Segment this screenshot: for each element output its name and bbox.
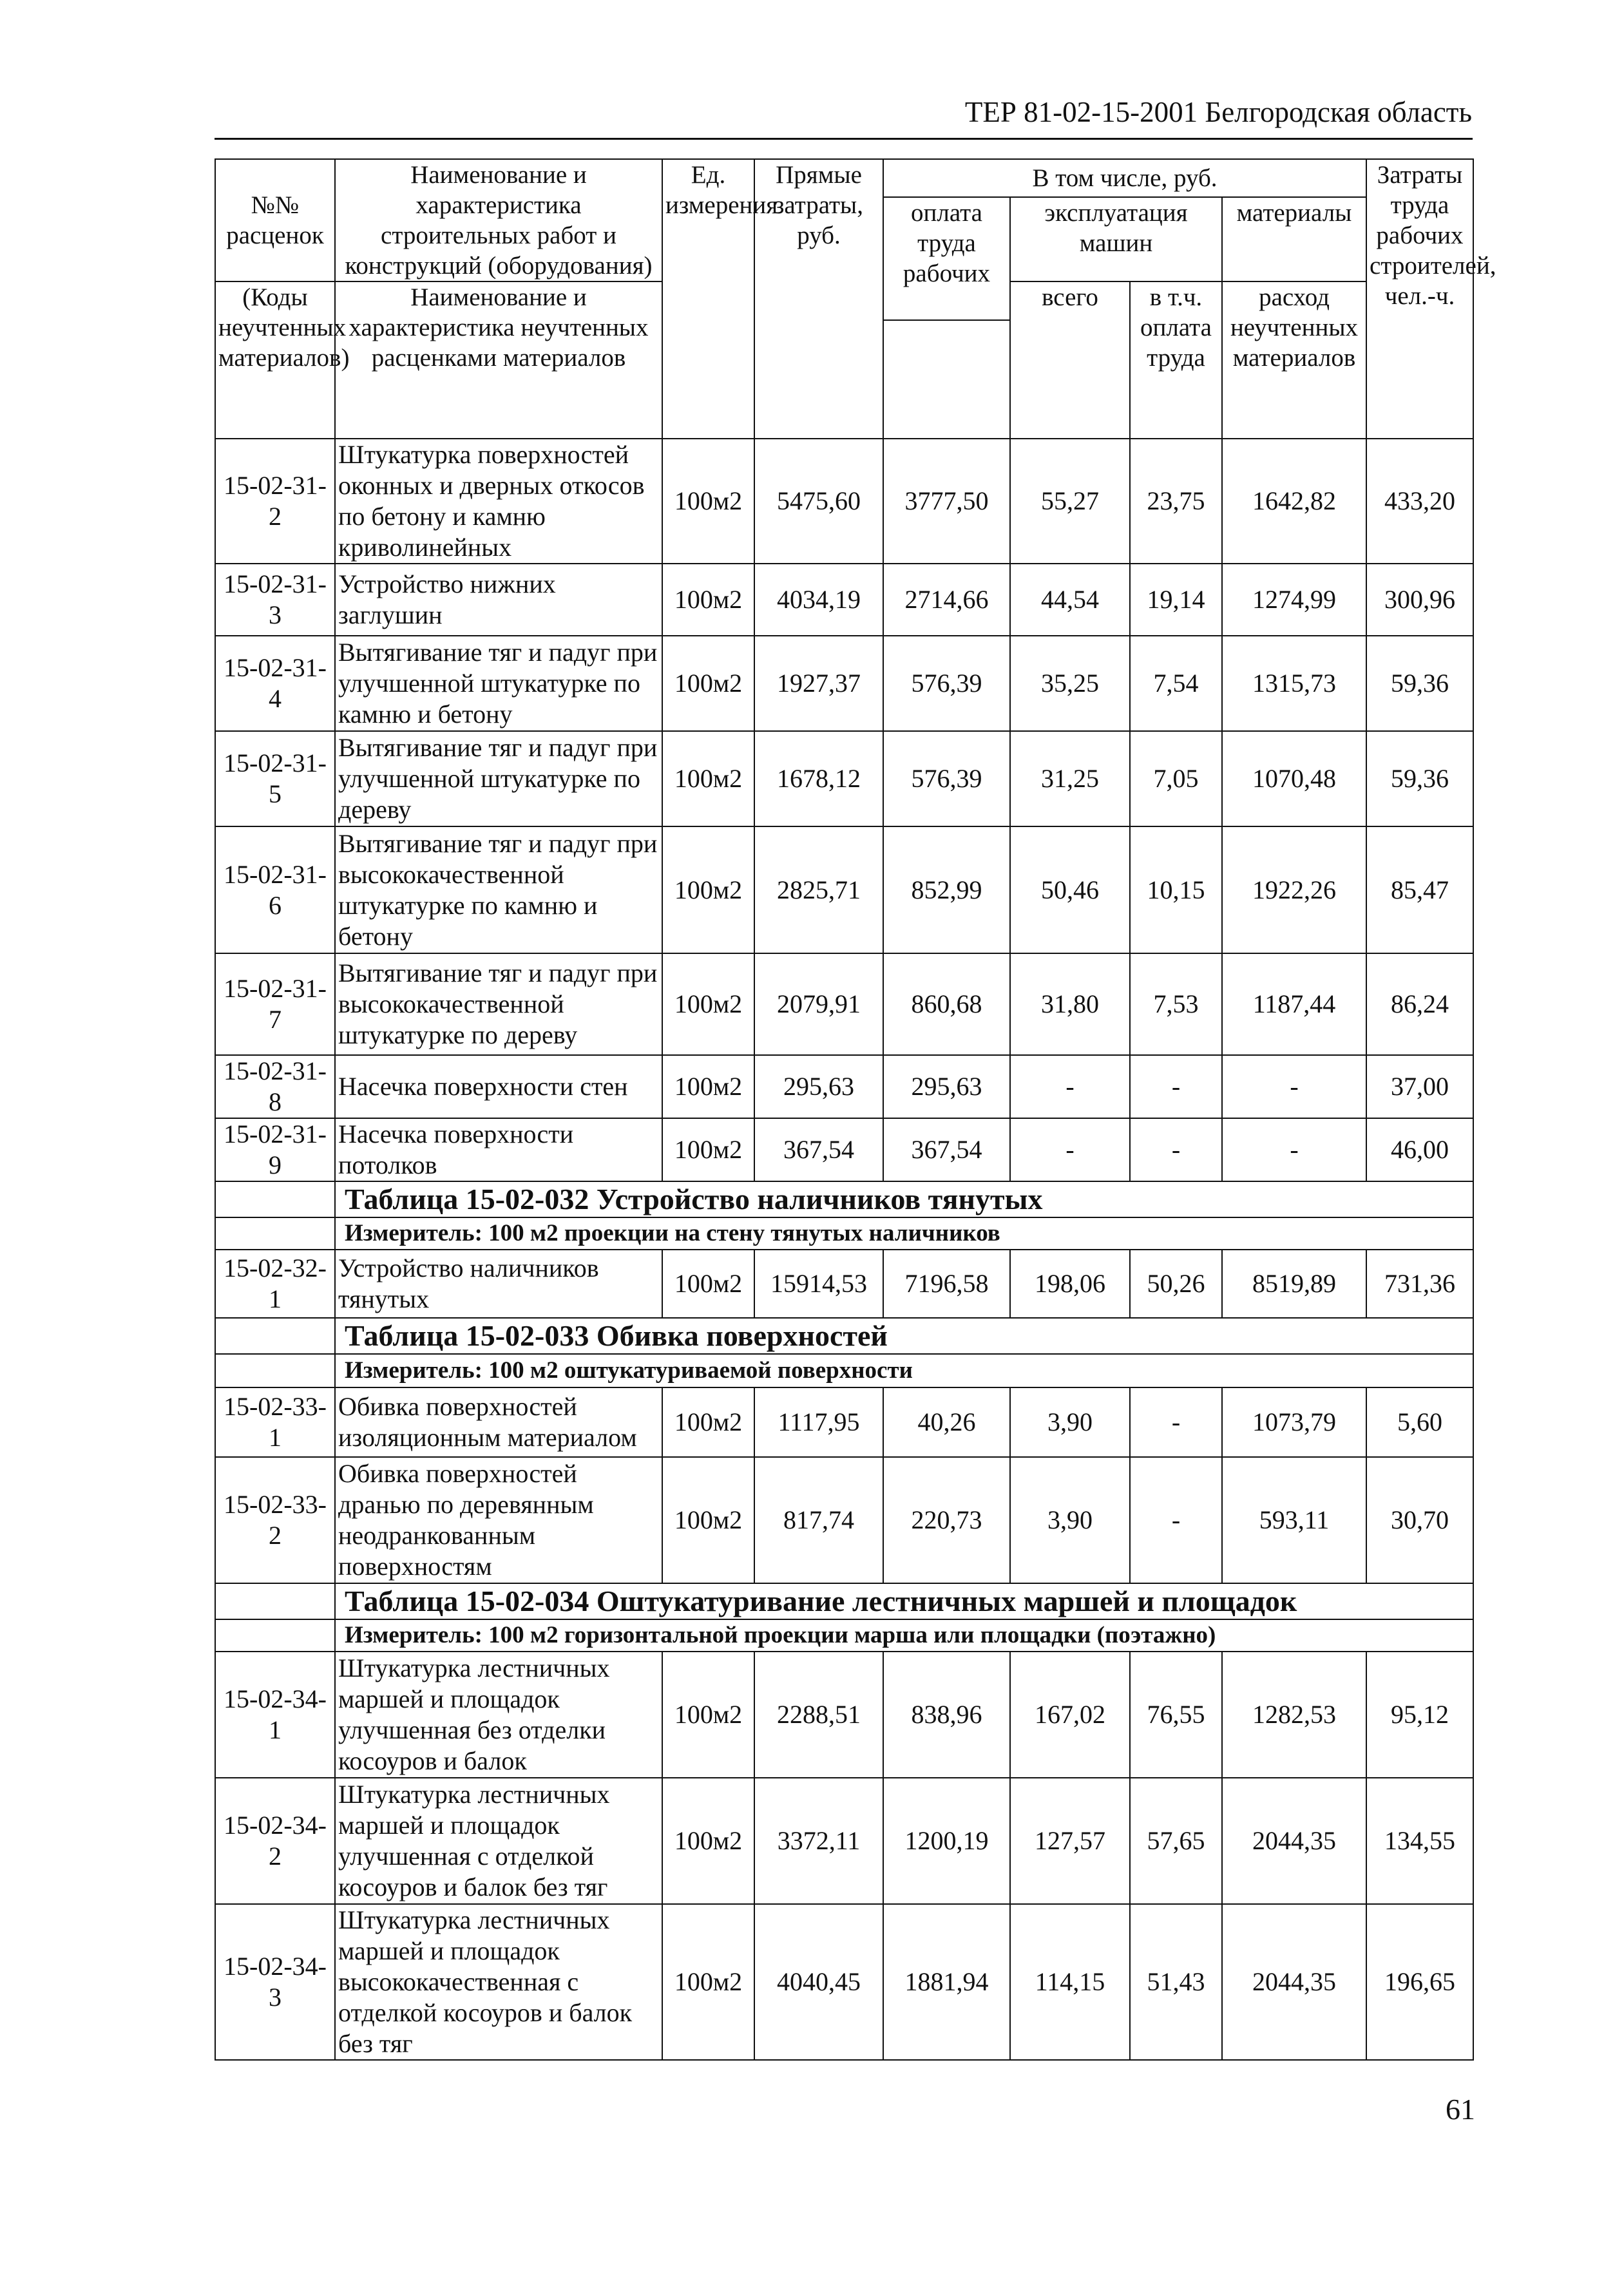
labor-pay-cell: 860,68 [883,953,1010,1055]
labor-pay-cell: 1200,19 [883,1778,1010,1904]
machines-labor-cell: 76,55 [1130,1652,1222,1778]
machines-total-cell: 55,27 [1010,439,1130,564]
table-row [215,1652,1473,1778]
machines-labor-cell: 7,05 [1130,731,1222,826]
table-row [215,1457,1473,1583]
machines-labor-cell: 51,43 [1130,1904,1222,2060]
labor-costs-cell: 30,70 [1366,1457,1473,1583]
direct-costs-cell: 4040,45 [754,1904,883,2060]
materials-cell: 8519,89 [1222,1250,1366,1318]
work-name: Вытягивание тяг и падуг при улучшенной штукатурке по камню и бетону [335,636,662,731]
unit-cell: 100м2 [662,1778,754,1904]
direct-costs-cell: 2079,91 [754,953,883,1055]
direct-costs-cell: 295,63 [754,1055,883,1118]
header-machines-total: всего [1010,281,1130,439]
unit-cell: 100м2 [662,1457,754,1583]
materials-cell: 1922,26 [1222,826,1366,953]
materials-cell: 1187,44 [1222,953,1366,1055]
machines-labor-cell: 57,65 [1130,1778,1222,1904]
work-name: Штукатурка лестничных маршей и площадок улучшенная с отделкой косоуров и балок без тяг [335,1778,662,1904]
work-name: Штукатурка лестничных маршей и площадок высококачественная с отделкой косоуров и балок без тяг [335,1904,662,2060]
unit-cell: 100м2 [662,439,754,564]
materials-cell: 1642,82 [1222,439,1366,564]
machines-labor-cell: - [1130,1387,1222,1457]
section-033 [215,1318,1473,1387]
materials-cell: 2044,35 [1222,1778,1366,1904]
direct-costs-cell: 1678,12 [754,731,883,826]
labor-costs-cell: 46,00 [1366,1118,1473,1181]
labor-costs-cell: 59,36 [1366,731,1473,826]
machines-total-cell: 198,06 [1010,1250,1130,1318]
rate-code: 15-02-34-2 [215,1778,335,1904]
unit-cell: 100м2 [662,1250,754,1318]
rows-table-031 [215,439,1473,1181]
section-measure: Измеритель: 100 м2 проекции на стену тянутых наличников [335,1217,1473,1250]
work-name: Обивка поверхностей дранью по деревянным неодранкованным поверхностям [335,1457,662,1583]
table-row [215,1055,1473,1118]
table-row [215,636,1473,731]
rows-table-034 [215,1652,1473,2060]
rate-code: 15-02-31-2 [215,439,335,564]
machines-total-cell: 31,80 [1010,953,1130,1055]
labor-pay-cell: 852,99 [883,826,1010,953]
unit-cell: 100м2 [662,1118,754,1181]
materials-cell: 1274,99 [1222,564,1366,636]
section-title: Таблица 15-02-032 Устройство наличников тянутых [335,1181,1473,1217]
labor-costs-cell: 37,00 [1366,1055,1473,1118]
header-unit: Ед. измерения [662,159,754,439]
machines-total-cell: 35,25 [1010,636,1130,731]
rows-table-032 [215,1250,1473,1318]
page-header: ТЕР 81-02-15-2001 Белгородская область [964,96,1472,128]
direct-costs-cell: 1117,95 [754,1387,883,1457]
machines-total-cell: 3,90 [1010,1457,1130,1583]
labor-costs-cell: 300,96 [1366,564,1473,636]
header-machines: эксплуатация машин [1010,197,1222,281]
labor-costs-cell: 134,55 [1366,1778,1473,1904]
rate-code: 15-02-31-4 [215,636,335,731]
table-row [215,1250,1473,1318]
labor-costs-cell: 731,36 [1366,1250,1473,1318]
work-name: Насечка поверхности потолков [335,1118,662,1181]
unit-cell: 100м2 [662,731,754,826]
labor-costs-cell: 196,65 [1366,1904,1473,2060]
work-name: Обивка поверхностей изоляционным материалом [335,1387,662,1457]
work-name: Вытягивание тяг и падуг при высококачественной штукатурке по дереву [335,953,662,1055]
machines-labor-cell: - [1130,1457,1222,1583]
header-codes-unaccounted: (Коды неучтенных материалов) [215,281,335,439]
materials-cell: 1070,48 [1222,731,1366,826]
unit-cell: 100м2 [662,1904,754,2060]
labor-pay-cell: 838,96 [883,1652,1010,1778]
header-rule [215,138,1473,140]
direct-costs-cell: 5475,60 [754,439,883,564]
unit-cell: 100м2 [662,1387,754,1457]
direct-costs-cell: 4034,19 [754,564,883,636]
work-name: Вытягивание тяг и падуг при высококачественной штукатурке по камню и бетону [335,826,662,953]
section-measure: Измеритель: 100 м2 горизонтальной проекции марша или площадки (поэтажно) [335,1619,1473,1652]
direct-costs-cell: 3372,11 [754,1778,883,1904]
table-header [215,159,1496,439]
direct-costs-cell: 2288,51 [754,1652,883,1778]
section-measure: Измеритель: 100 м2 оштукатуриваемой поверхности [335,1354,1473,1387]
table-row [215,1387,1473,1457]
table-row [215,826,1473,953]
table-row [215,1118,1473,1181]
header-name: Наименование и характеристика строительных работ и конструкций (оборудования) [335,159,662,281]
rate-code: 15-02-31-7 [215,953,335,1055]
materials-cell: 593,11 [1222,1457,1366,1583]
table-row [215,953,1473,1055]
machines-total-cell: 114,15 [1010,1904,1130,2060]
work-name: Вытягивание тяг и падуг при улучшенной штукатурке по дереву [335,731,662,826]
unit-cell: 100м2 [662,1055,754,1118]
labor-pay-cell: 295,63 [883,1055,1010,1118]
machines-total-cell: 3,90 [1010,1387,1130,1457]
unit-cell: 100м2 [662,953,754,1055]
rate-code: 15-02-31-3 [215,564,335,636]
table-row [215,564,1473,636]
materials-cell: 1073,79 [1222,1387,1366,1457]
rate-code: 15-02-31-6 [215,826,335,953]
machines-total-cell: - [1010,1118,1130,1181]
rate-code: 15-02-33-2 [215,1457,335,1583]
machines-labor-cell: 50,26 [1130,1250,1222,1318]
labor-pay-cell: 2714,66 [883,564,1010,636]
machines-labor-cell: 7,53 [1130,953,1222,1055]
machines-total-cell: 50,46 [1010,826,1130,953]
labor-pay-cell: 576,39 [883,636,1010,731]
header-name-unaccounted: Наименование и характеристика неучтенных расценками материалов [335,281,662,439]
header-codes: №№ расценок [215,159,335,281]
machines-labor-cell: 7,54 [1130,636,1222,731]
work-name: Устройство нижних заглушин [335,564,662,636]
work-name: Насечка поверхности стен [335,1055,662,1118]
materials-cell: 1282,53 [1222,1652,1366,1778]
labor-pay-cell: 367,54 [883,1118,1010,1181]
section-034 [215,1583,1473,1652]
direct-costs-cell: 15914,53 [754,1250,883,1318]
labor-costs-cell: 95,12 [1366,1652,1473,1778]
rate-code: 15-02-34-1 [215,1652,335,1778]
page-number: 61 [1446,2093,1475,2126]
machines-total-cell: 127,57 [1010,1778,1130,1904]
table-row [215,731,1473,826]
header-materials-unaccounted: расход неучтенных материалов [1222,281,1366,439]
machines-total-cell: 31,25 [1010,731,1130,826]
labor-pay-cell: 3777,50 [883,439,1010,564]
machines-total-cell: 44,54 [1010,564,1130,636]
table-row [215,439,1473,564]
machines-labor-cell: 19,14 [1130,564,1222,636]
header-labor-pay: оплата труда рабочих [883,197,1010,320]
labor-pay-cell: 220,73 [883,1457,1010,1583]
rate-code: 15-02-31-8 [215,1055,335,1118]
machines-labor-cell: - [1130,1118,1222,1181]
machines-labor-cell: - [1130,1055,1222,1118]
machines-labor-cell: 10,15 [1130,826,1222,953]
labor-costs-cell: 59,36 [1366,636,1473,731]
machines-total-cell: - [1010,1055,1130,1118]
section-032 [215,1181,1473,1250]
table-row [215,1904,1473,2060]
direct-costs-cell: 1927,37 [754,636,883,731]
header-materials: материалы [1222,197,1366,281]
work-name: Штукатурка поверхностей оконных и дверных откосов по бетону и камню криволинейных [335,439,662,564]
header-direct-costs: Прямые затраты, руб. [754,159,883,439]
materials-cell: - [1222,1118,1366,1181]
rows-table-033 [215,1387,1473,1583]
direct-costs-cell: 817,74 [754,1457,883,1583]
header-labor-costs: Затраты труда рабочих строителей, чел.-ч. [1366,159,1473,439]
machines-total-cell: 167,02 [1010,1652,1130,1778]
materials-cell: - [1222,1055,1366,1118]
materials-cell: 1315,73 [1222,636,1366,731]
header-machines-labor: в т.ч. оплата труда [1130,281,1222,439]
direct-costs-cell: 367,54 [754,1118,883,1181]
machines-labor-cell: 23,75 [1130,439,1222,564]
table-row [215,1778,1473,1904]
unit-cell: 100м2 [662,826,754,953]
labor-costs-cell: 433,20 [1366,439,1473,564]
rate-code: 15-02-32-1 [215,1250,335,1318]
labor-costs-cell: 85,47 [1366,826,1473,953]
direct-costs-cell: 2825,71 [754,826,883,953]
labor-pay-cell: 40,26 [883,1387,1010,1457]
header-including: В том числе, руб. [883,159,1366,197]
rate-code: 15-02-34-3 [215,1904,335,2060]
labor-pay-cell: 576,39 [883,731,1010,826]
work-name: Устройство наличников тянутых [335,1250,662,1318]
rate-code: 15-02-31-5 [215,731,335,826]
price-table [215,158,1496,2061]
rate-code: 15-02-33-1 [215,1387,335,1457]
unit-cell: 100м2 [662,564,754,636]
labor-costs-cell: 5,60 [1366,1387,1473,1457]
rate-code: 15-02-31-9 [215,1118,335,1181]
labor-pay-cell: 1881,94 [883,1904,1010,2060]
unit-cell: 100м2 [662,1652,754,1778]
unit-cell: 100м2 [662,636,754,731]
work-name: Штукатурка лестничных маршей и площадок улучшенная без отделки косоуров и балок [335,1652,662,1778]
materials-cell: 2044,35 [1222,1904,1366,2060]
section-title: Таблица 15-02-034 Оштукатуривание лестничных маршей и площадок [335,1583,1473,1619]
section-title: Таблица 15-02-033 Обивка поверхностей [335,1318,1473,1354]
labor-costs-cell: 86,24 [1366,953,1473,1055]
labor-pay-cell: 7196,58 [883,1250,1010,1318]
